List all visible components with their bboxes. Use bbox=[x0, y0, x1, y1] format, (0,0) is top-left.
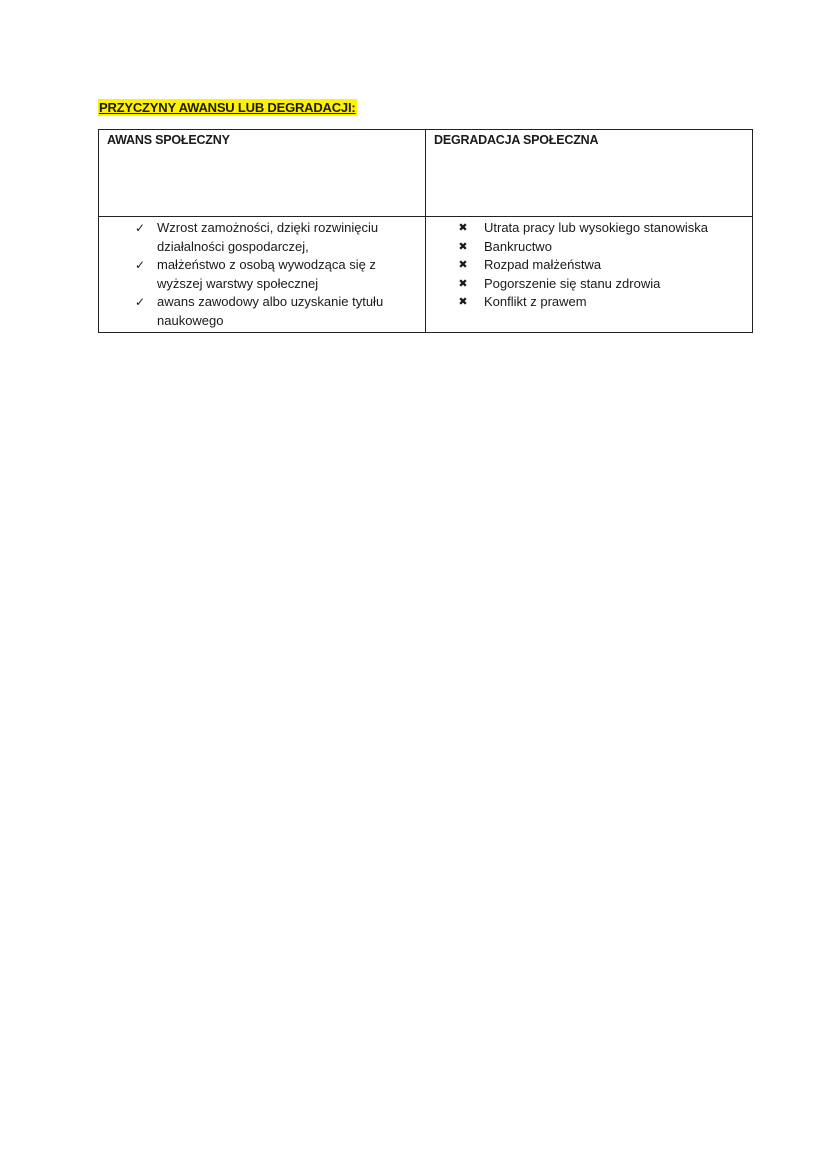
degradacja-list bbox=[426, 219, 752, 312]
cell-degradacja-items bbox=[426, 217, 753, 333]
list-item bbox=[426, 238, 752, 257]
check-icon: ✓ bbox=[134, 295, 146, 309]
table-row bbox=[99, 217, 753, 333]
list-item-text: Bankructwo bbox=[484, 238, 552, 254]
cross-icon: ✖ bbox=[458, 277, 468, 290]
list-item bbox=[426, 275, 752, 294]
check-icon: ✓ bbox=[134, 258, 146, 272]
list-item-text: małżeństwo z osobą wywodząca się z wyższej warstwy społecznej bbox=[157, 257, 376, 291]
cross-icon: ✖ bbox=[458, 240, 468, 253]
list-item bbox=[99, 219, 425, 256]
awans-list bbox=[99, 219, 425, 330]
list-item-text: Pogorszenie się stanu zdrowia bbox=[484, 275, 661, 291]
list-item-text: Konflikt z prawem bbox=[484, 294, 587, 309]
list-item bbox=[426, 293, 752, 312]
cross-icon: ✖ bbox=[458, 296, 468, 308]
cross-icon: ✖ bbox=[458, 259, 468, 271]
causes-table bbox=[98, 129, 753, 333]
list-item-text: Wzrost zamożności, dzięki rozwinięciu działalności gospodarczej, bbox=[157, 220, 379, 254]
list-item bbox=[99, 256, 425, 293]
list-item bbox=[99, 293, 425, 330]
list-item-text: Rozpad małżeństwa bbox=[484, 257, 602, 272]
list-item bbox=[426, 256, 752, 275]
header-degradacja-spoleczna: DEGRADACJA SPOŁECZNA bbox=[426, 130, 753, 217]
list-item-text: awans zawodowy albo uzyskanie tytułu naukowego bbox=[157, 294, 384, 328]
table-header-row bbox=[99, 130, 753, 217]
header-awans-spoleczny: AWANS SPOŁECZNY bbox=[99, 130, 426, 217]
cross-icon: ✖ bbox=[458, 222, 468, 234]
list-item-text: Utrata pracy lub wysokiego stanowiska bbox=[484, 220, 708, 235]
cell-awans-items bbox=[99, 217, 426, 333]
list-item bbox=[426, 219, 752, 238]
check-icon: ✓ bbox=[134, 221, 146, 235]
page-title: PRZYCZYNY AWANSU LUB DEGRADACJI: bbox=[99, 100, 356, 115]
